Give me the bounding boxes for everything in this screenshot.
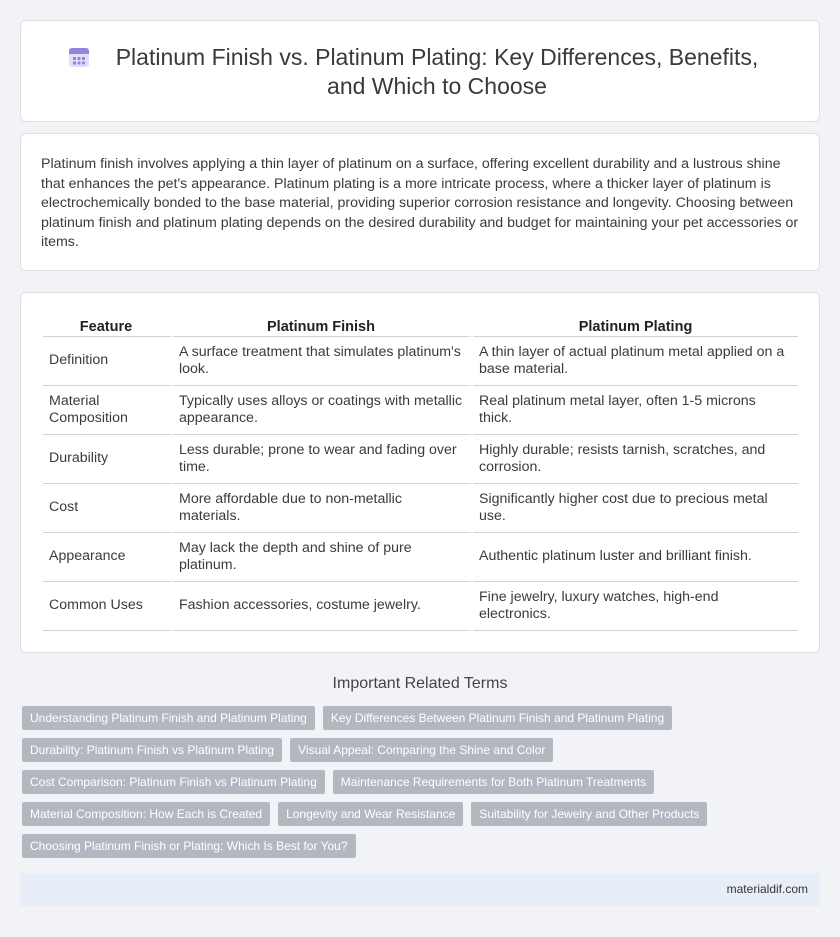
row-feature: Common Uses	[43, 582, 173, 631]
table-row	[43, 582, 798, 631]
footer-bar	[20, 873, 820, 906]
related-term-link[interactable]: Longevity and Wear Resistance	[278, 802, 463, 826]
related-term-link[interactable]: Key Differences Between Platinum Finish and Platinum Plating	[323, 706, 672, 730]
row-plating: Fine jewelry, luxury watches, high-end electronics.	[473, 582, 798, 631]
comparison-table-card	[20, 292, 820, 653]
related-term-link[interactable]: Choosing Platinum Finish or Plating: Which Is Best for You?	[22, 834, 356, 858]
related-terms-heading: Important Related Terms	[332, 675, 508, 692]
row-finish: Fashion accessories, costume jewelry.	[173, 582, 473, 631]
table-row	[43, 484, 798, 533]
intro-paragraph: Platinum finish involves applying a thin layer of platinum on a surface, offering excellent durability and a lustrous shine that enhances the pet's appearance. Platinum plating is a more intricate process, where a thicker layer of platinum is electrochemically bonded to the base material, providing superior corrosion resistance and longevity. Choosing between platinum finish and platinum plating depends on the desired durability and budget for maintaining your pet accessories or items.	[41, 156, 799, 250]
row-feature: Cost	[43, 484, 173, 533]
related-term-link[interactable]: Understanding Platinum Finish and Platinum Plating	[22, 706, 315, 730]
row-finish: Typically uses alloys or coatings with metallic appearance.	[173, 386, 473, 435]
intro-card	[20, 133, 820, 271]
related-term-link[interactable]: Durability: Platinum Finish vs Platinum Plating	[22, 738, 282, 762]
row-feature: Appearance	[43, 533, 173, 582]
header-platinum-finish: Platinum Finish	[173, 317, 473, 337]
table-row	[43, 386, 798, 435]
row-finish: A surface treatment that simulates platinum's look.	[173, 337, 473, 386]
row-plating: Real platinum metal layer, often 1-5 microns thick.	[473, 386, 798, 435]
page-title: Platinum Finish vs. Platinum Plating: Key Differences, Benefits, and Which to Choose	[115, 44, 759, 99]
title-card	[20, 20, 820, 122]
row-finish: Less durable; prone to wear and fading over time.	[173, 435, 473, 484]
comparison-table	[43, 317, 798, 631]
related-terms-list	[22, 706, 812, 858]
related-term-link[interactable]: Cost Comparison: Platinum Finish vs Platinum Plating	[22, 770, 325, 794]
table-row	[43, 337, 798, 386]
related-term-link[interactable]: Visual Appeal: Comparing the Shine and Color	[290, 738, 553, 762]
header-feature: Feature	[43, 317, 173, 337]
row-plating: Significantly higher cost due to precious metal use.	[473, 484, 798, 533]
row-finish: May lack the depth and shine of pure platinum.	[173, 533, 473, 582]
row-feature: Material Composition	[43, 386, 173, 435]
row-plating: Highly durable; resists tarnish, scratches, and corrosion.	[473, 435, 798, 484]
row-feature: Durability	[43, 435, 173, 484]
related-term-link[interactable]: Material Composition: How Each is Created	[22, 802, 270, 826]
row-finish: More affordable due to non-metallic materials.	[173, 484, 473, 533]
row-plating: Authentic platinum luster and brilliant finish.	[473, 533, 798, 582]
table-row	[43, 435, 798, 484]
row-feature: Definition	[43, 337, 173, 386]
table-row	[43, 533, 798, 582]
related-term-link[interactable]: Suitability for Jewelry and Other Products	[471, 802, 707, 826]
related-term-link[interactable]: Maintenance Requirements for Both Platinum Treatments	[333, 770, 654, 794]
footer-site-link[interactable]: materialdif.com	[726, 882, 808, 896]
header-platinum-plating: Platinum Plating	[473, 317, 798, 337]
row-plating: A thin layer of actual platinum metal applied on a base material.	[473, 337, 798, 386]
table-header-row	[43, 317, 798, 337]
